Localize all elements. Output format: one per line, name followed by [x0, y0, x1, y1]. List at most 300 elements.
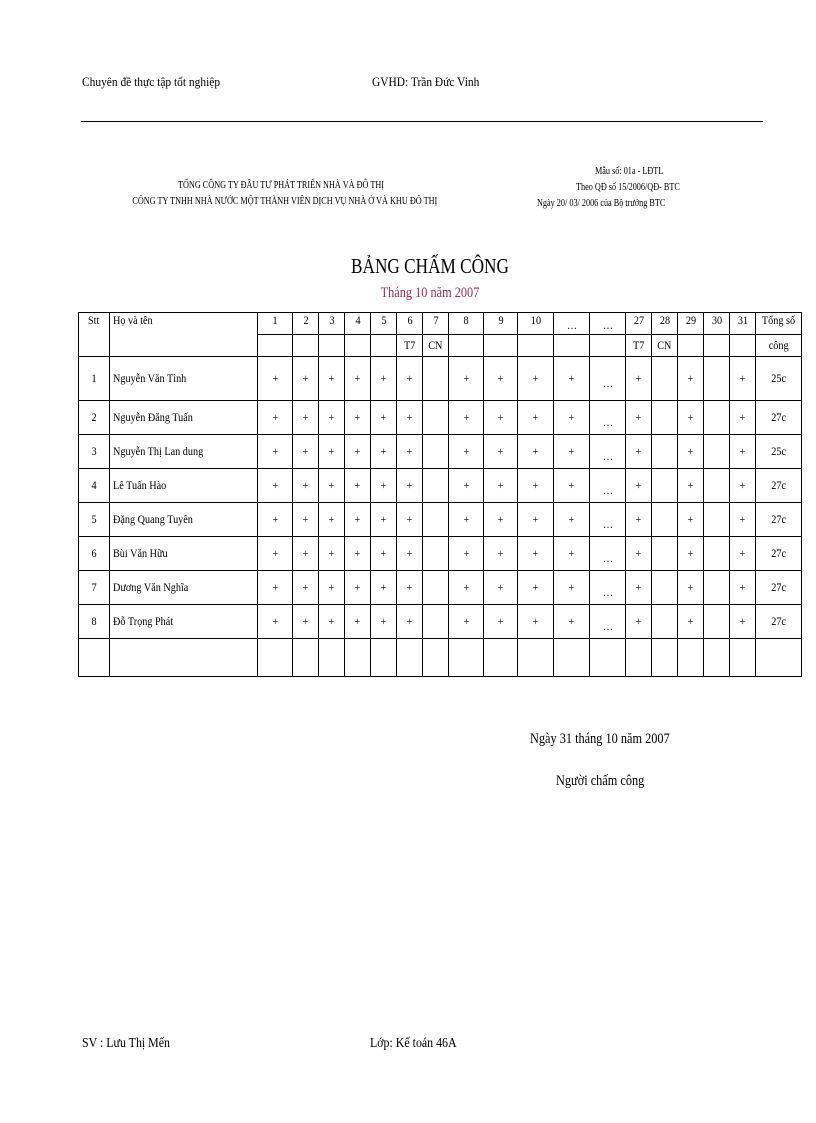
attendance-mark-text: … — [602, 449, 613, 463]
row-name-text: Nguyễn Đăng Tuấn — [113, 410, 193, 424]
col-header-stt-text: Stt — [88, 313, 100, 327]
attendance-mark-text: + — [635, 614, 642, 628]
attendance-mark — [730, 503, 756, 537]
attendance-mark — [319, 401, 345, 435]
attendance-mark — [704, 503, 730, 537]
table-row — [79, 357, 802, 401]
attendance-mark — [319, 503, 345, 537]
attendance-mark — [371, 605, 397, 639]
attendance-mark-text: + — [739, 614, 746, 628]
attendance-mark-text: + — [354, 614, 361, 628]
attendance-mark — [449, 537, 484, 571]
attendance-mark — [258, 401, 293, 435]
col-header-daytype-text: CN — [657, 338, 672, 352]
row-name-text: Đỗ Trọng Phát — [113, 614, 174, 628]
attendance-mark — [345, 605, 371, 639]
attendance-mark — [484, 605, 518, 639]
col-header-name — [110, 313, 258, 357]
attendance-mark-text: + — [739, 478, 746, 492]
row-name — [110, 435, 258, 469]
attendance-mark-text: + — [687, 410, 694, 424]
attendance-mark-text: + — [463, 371, 469, 385]
col-header-daytype-text: CN — [428, 338, 443, 352]
attendance-mark-text: + — [463, 444, 469, 458]
attendance-mark — [423, 571, 449, 605]
attendance-mark — [371, 469, 397, 503]
attendance-mark-text: + — [497, 512, 504, 526]
attendance-mark — [258, 571, 293, 605]
attendance-mark — [652, 357, 678, 401]
signature-role: Người chấm công — [556, 773, 645, 789]
attendance-mark — [371, 357, 397, 401]
row-name-text: Lê Tuấn Hào — [113, 478, 167, 492]
table-row — [79, 435, 802, 469]
attendance-mark — [319, 605, 345, 639]
attendance-mark-text: + — [354, 410, 361, 424]
attendance-mark-text: + — [272, 546, 278, 560]
attendance-mark — [345, 401, 371, 435]
attendance-mark — [518, 357, 554, 401]
col-header-daytype-text: T7 — [632, 338, 645, 352]
attendance-mark-text: + — [463, 410, 469, 424]
attendance-mark — [293, 435, 319, 469]
col-header-day-text: 9 — [497, 313, 504, 327]
attendance-mark — [626, 605, 652, 639]
attendance-mark — [258, 469, 293, 503]
attendance-mark-text: + — [406, 444, 413, 458]
attendance-mark-text: + — [354, 546, 361, 560]
col-header-day — [590, 313, 626, 335]
attendance-mark — [704, 357, 730, 401]
attendance-mark-text: + — [272, 614, 278, 628]
row-name — [110, 571, 258, 605]
attendance-mark-text: + — [687, 444, 694, 458]
attendance-mark-text: + — [302, 512, 309, 526]
col-header-stt — [79, 313, 110, 357]
attendance-mark — [652, 537, 678, 571]
attendance-mark-text: + — [568, 512, 575, 526]
attendance-mark — [554, 503, 590, 537]
row-stt — [79, 537, 110, 571]
row-stt — [79, 357, 110, 401]
attendance-mark-text: + — [302, 614, 309, 628]
attendance-mark — [652, 435, 678, 469]
header-divider — [81, 121, 763, 122]
attendance-mark — [345, 435, 371, 469]
attendance-mark — [293, 537, 319, 571]
row-total — [756, 571, 802, 605]
attendance-mark — [590, 503, 626, 537]
attendance-mark — [554, 435, 590, 469]
attendance-mark-text: + — [380, 580, 387, 594]
attendance-mark — [484, 571, 518, 605]
attendance-mark — [678, 571, 704, 605]
attendance-mark-text: + — [532, 371, 539, 385]
attendance-mark — [258, 503, 293, 537]
attendance-mark-text: + — [497, 580, 504, 594]
col-header-day — [449, 313, 484, 335]
attendance-mark-text: … — [602, 619, 613, 633]
col-header-day-text: … — [566, 318, 577, 332]
col-header-daytype — [518, 335, 554, 357]
attendance-mark-text: + — [354, 512, 361, 526]
document-title: BẢNG CHẤM CÔNG — [351, 254, 509, 278]
row-stt — [79, 571, 110, 605]
attendance-mark-text: + — [302, 546, 309, 560]
row-total — [756, 469, 802, 503]
attendance-mark — [590, 401, 626, 435]
row-total-text: 25c — [771, 371, 786, 385]
blank-cell — [484, 639, 518, 677]
col-header-day-text: 10 — [530, 313, 541, 327]
col-header-day-text: 29 — [685, 313, 696, 327]
row-name — [110, 469, 258, 503]
blank-cell — [730, 639, 756, 677]
attendance-mark-text: + — [302, 580, 309, 594]
attendance-mark-text: + — [532, 512, 539, 526]
attendance-mark-text: + — [532, 478, 539, 492]
col-header-day — [730, 313, 756, 335]
col-header-day — [319, 313, 345, 335]
attendance-mark — [626, 357, 652, 401]
attendance-mark — [590, 357, 626, 401]
attendance-mark-text: + — [272, 478, 278, 492]
blank-cell — [652, 639, 678, 677]
row-name — [110, 605, 258, 639]
attendance-mark — [554, 469, 590, 503]
attendance-mark-text: + — [354, 478, 361, 492]
attendance-mark-text: + — [328, 371, 335, 385]
attendance-mark — [730, 537, 756, 571]
attendance-mark — [449, 571, 484, 605]
col-header-day-text: 4 — [354, 313, 361, 327]
attendance-mark — [590, 469, 626, 503]
attendance-mark — [484, 357, 518, 401]
attendance-mark — [518, 401, 554, 435]
col-header-daytype — [423, 335, 449, 357]
col-header-daytype — [652, 335, 678, 357]
attendance-mark — [423, 605, 449, 639]
col-header-day — [484, 313, 518, 335]
attendance-mark-text: + — [532, 410, 539, 424]
blank-cell — [345, 639, 371, 677]
attendance-mark-text: + — [272, 580, 278, 594]
attendance-mark — [652, 469, 678, 503]
attendance-mark — [554, 571, 590, 605]
header-advisor: GVHD: Trần Đức Vinh — [372, 74, 480, 89]
attendance-mark — [626, 401, 652, 435]
attendance-mark-text: + — [739, 410, 746, 424]
col-header-daytype — [704, 335, 730, 357]
attendance-mark-text: + — [406, 580, 413, 594]
attendance-mark — [397, 571, 423, 605]
row-total-text: 27c — [771, 512, 786, 526]
form-decision-date: Ngày 20/ 03/ 2006 của Bộ trưởng BTC — [537, 198, 666, 209]
blank-cell — [704, 639, 730, 677]
attendance-mark-text: + — [328, 512, 335, 526]
attendance-mark — [423, 435, 449, 469]
attendance-mark — [345, 503, 371, 537]
col-header-day-text: 3 — [328, 313, 335, 327]
attendance-mark — [397, 357, 423, 401]
attendance-mark — [730, 605, 756, 639]
attendance-mark-text: + — [739, 444, 746, 458]
attendance-mark-text: + — [635, 580, 642, 594]
attendance-mark-text: + — [463, 614, 469, 628]
attendance-mark-text: + — [328, 614, 335, 628]
attendance-mark — [423, 503, 449, 537]
attendance-mark-text: … — [602, 585, 613, 599]
blank-cell — [423, 639, 449, 677]
blank-cell — [397, 639, 423, 677]
attendance-mark — [293, 401, 319, 435]
attendance-mark — [319, 537, 345, 571]
attendance-mark — [293, 605, 319, 639]
attendance-mark — [518, 605, 554, 639]
attendance-mark — [293, 469, 319, 503]
attendance-mark-text: + — [635, 410, 642, 424]
col-header-day — [371, 313, 397, 335]
attendance-mark-text: + — [687, 614, 694, 628]
col-header-total-unit-text: công — [768, 338, 789, 352]
blank-cell — [79, 639, 110, 677]
blank-cell — [449, 639, 484, 677]
attendance-mark — [678, 537, 704, 571]
attendance-mark — [484, 435, 518, 469]
attendance-mark — [730, 435, 756, 469]
attendance-mark — [449, 401, 484, 435]
attendance-mark — [423, 401, 449, 435]
attendance-mark-text: + — [739, 512, 746, 526]
col-header-day — [704, 313, 730, 335]
col-header-total — [756, 313, 802, 335]
row-name — [110, 357, 258, 401]
attendance-mark — [590, 571, 626, 605]
attendance-mark — [293, 503, 319, 537]
signature-date: Ngày 31 tháng 10 năm 2007 — [530, 731, 670, 747]
attendance-mark — [319, 571, 345, 605]
attendance-mark-text: + — [739, 546, 746, 560]
attendance-mark — [449, 605, 484, 639]
attendance-mark-text: + — [406, 512, 413, 526]
blank-cell — [626, 639, 652, 677]
attendance-mark — [319, 469, 345, 503]
row-stt-text: 6 — [91, 546, 97, 560]
row-name — [110, 537, 258, 571]
col-header-day — [345, 313, 371, 335]
attendance-mark-text: + — [302, 444, 309, 458]
attendance-mark-text: + — [328, 546, 335, 560]
attendance-mark-text: + — [463, 546, 469, 560]
row-name-text: Dương Văn Nghĩa — [113, 580, 189, 594]
attendance-mark-text: + — [532, 546, 539, 560]
attendance-mark-text: + — [354, 580, 361, 594]
attendance-mark — [397, 469, 423, 503]
attendance-mark — [319, 435, 345, 469]
attendance-mark — [449, 469, 484, 503]
attendance-mark-text: + — [406, 478, 413, 492]
attendance-mark — [704, 605, 730, 639]
col-header-day — [518, 313, 554, 335]
attendance-mark — [319, 357, 345, 401]
attendance-mark — [423, 537, 449, 571]
attendance-mark — [678, 503, 704, 537]
attendance-mark-text: + — [497, 546, 504, 560]
attendance-mark-text: + — [687, 546, 694, 560]
col-header-day-text: 8 — [463, 313, 469, 327]
attendance-mark-text: + — [687, 371, 694, 385]
attendance-table — [78, 312, 802, 677]
attendance-mark-text: + — [272, 371, 278, 385]
attendance-mark — [371, 401, 397, 435]
attendance-mark-text: + — [328, 410, 335, 424]
attendance-mark — [678, 401, 704, 435]
attendance-mark — [397, 537, 423, 571]
blank-cell — [371, 639, 397, 677]
attendance-mark-text: + — [380, 478, 387, 492]
attendance-mark — [590, 605, 626, 639]
attendance-mark — [397, 605, 423, 639]
col-header-daytype — [678, 335, 704, 357]
attendance-mark-text: … — [602, 551, 613, 565]
row-stt-text: 7 — [91, 580, 97, 594]
attendance-mark-text: + — [497, 478, 504, 492]
row-stt — [79, 469, 110, 503]
col-header-day — [423, 313, 449, 335]
row-total-text: 27c — [771, 546, 786, 560]
table-row — [79, 469, 802, 503]
col-header-daytype — [371, 335, 397, 357]
attendance-mark — [258, 605, 293, 639]
col-header-daytype — [293, 335, 319, 357]
row-total — [756, 435, 802, 469]
attendance-mark — [293, 357, 319, 401]
attendance-mark — [730, 571, 756, 605]
attendance-mark — [626, 537, 652, 571]
footer-class: Lớp: Kế toán 46A — [370, 1036, 457, 1051]
attendance-mark-text: + — [406, 371, 413, 385]
attendance-mark-text: + — [302, 410, 309, 424]
row-name — [110, 503, 258, 537]
attendance-mark — [449, 435, 484, 469]
attendance-mark — [423, 357, 449, 401]
row-total-text: 27c — [771, 410, 786, 424]
attendance-mark-text: + — [532, 444, 539, 458]
attendance-mark-text: + — [406, 410, 413, 424]
table-row — [79, 401, 802, 435]
attendance-mark-text: + — [380, 614, 387, 628]
attendance-mark-text: + — [568, 410, 575, 424]
attendance-mark-text: + — [568, 546, 575, 560]
table-row — [79, 571, 802, 605]
organization-parent: TỔNG CÔNG TY ĐẦU TƯ PHÁT TRIỂN NHÀ VÀ ĐÔ THỊ — [177, 180, 385, 191]
header-row-days — [79, 313, 802, 335]
row-name-text: Bùi Văn Hữu — [113, 546, 168, 560]
row-stt — [79, 503, 110, 537]
col-header-daytype — [730, 335, 756, 357]
col-header-day-text: 6 — [406, 313, 413, 327]
attendance-mark — [484, 401, 518, 435]
attendance-mark-text: + — [497, 614, 504, 628]
attendance-mark — [484, 537, 518, 571]
attendance-mark-text: + — [635, 512, 642, 526]
attendance-mark — [704, 571, 730, 605]
blank-cell — [590, 639, 626, 677]
col-header-day — [678, 313, 704, 335]
col-header-name-text: Họ và tên — [113, 313, 153, 327]
attendance-mark-text: + — [635, 478, 642, 492]
row-name-text: Đặng Quang Tuyên — [113, 512, 193, 526]
attendance-mark-text: + — [532, 580, 539, 594]
attendance-mark — [590, 537, 626, 571]
col-header-day-text: … — [602, 318, 613, 332]
row-stt-text: 1 — [91, 371, 97, 385]
attendance-mark — [423, 469, 449, 503]
attendance-mark — [678, 469, 704, 503]
row-stt-text: 4 — [91, 478, 97, 492]
attendance-mark-text: + — [302, 478, 309, 492]
col-header-daytype — [590, 335, 626, 357]
col-header-daytype — [449, 335, 484, 357]
row-name-text: Nguyễn Thị Lan dung — [113, 444, 204, 458]
attendance-mark-text: + — [406, 614, 413, 628]
col-header-day-text: 28 — [659, 313, 670, 327]
col-header-day — [554, 313, 590, 335]
attendance-mark-text: + — [463, 580, 469, 594]
attendance-mark-text: + — [380, 546, 387, 560]
attendance-mark-text: + — [328, 478, 335, 492]
footer-student: SV : Lưu Thị Mến — [82, 1036, 171, 1051]
attendance-mark-text: + — [272, 512, 278, 526]
col-header-daytype-text: T7 — [403, 338, 416, 352]
col-header-daytype — [554, 335, 590, 357]
attendance-mark — [652, 401, 678, 435]
blank-cell — [554, 639, 590, 677]
attendance-mark-text: + — [272, 410, 278, 424]
col-header-day-text: 31 — [737, 313, 748, 327]
blank-cell — [258, 639, 293, 677]
attendance-mark-text: + — [568, 478, 575, 492]
row-total-text: 27c — [771, 478, 786, 492]
row-stt — [79, 401, 110, 435]
attendance-mark — [371, 503, 397, 537]
attendance-mark — [449, 357, 484, 401]
attendance-mark — [293, 571, 319, 605]
col-header-day-text: 27 — [633, 313, 644, 327]
attendance-mark — [704, 401, 730, 435]
attendance-mark — [626, 435, 652, 469]
col-header-daytype — [484, 335, 518, 357]
row-total — [756, 605, 802, 639]
organization-company: CÔNG TY TNHH NHÀ NƯỚC MỘT THÀNH VIÊN DỊCH VỤ NHÀ Ở VÀ KHU ĐÔ THỊ — [132, 196, 438, 207]
table-row — [79, 605, 802, 639]
attendance-mark-text: + — [302, 371, 309, 385]
col-header-total-text: Tổng số — [761, 313, 796, 327]
attendance-mark-text: + — [328, 444, 335, 458]
header-topic: Chuyên đề thực tập tốt nghiệp — [82, 74, 221, 89]
attendance-mark — [518, 503, 554, 537]
row-total — [756, 503, 802, 537]
attendance-mark — [626, 503, 652, 537]
col-header-daytype — [258, 335, 293, 357]
attendance-mark-text: + — [739, 371, 746, 385]
attendance-mark-text: + — [568, 371, 575, 385]
attendance-mark-text: + — [497, 410, 504, 424]
col-header-day-text: 5 — [380, 313, 387, 327]
col-header-day-text: 2 — [302, 313, 309, 327]
col-header-day — [652, 313, 678, 335]
attendance-mark-text: … — [602, 415, 613, 429]
